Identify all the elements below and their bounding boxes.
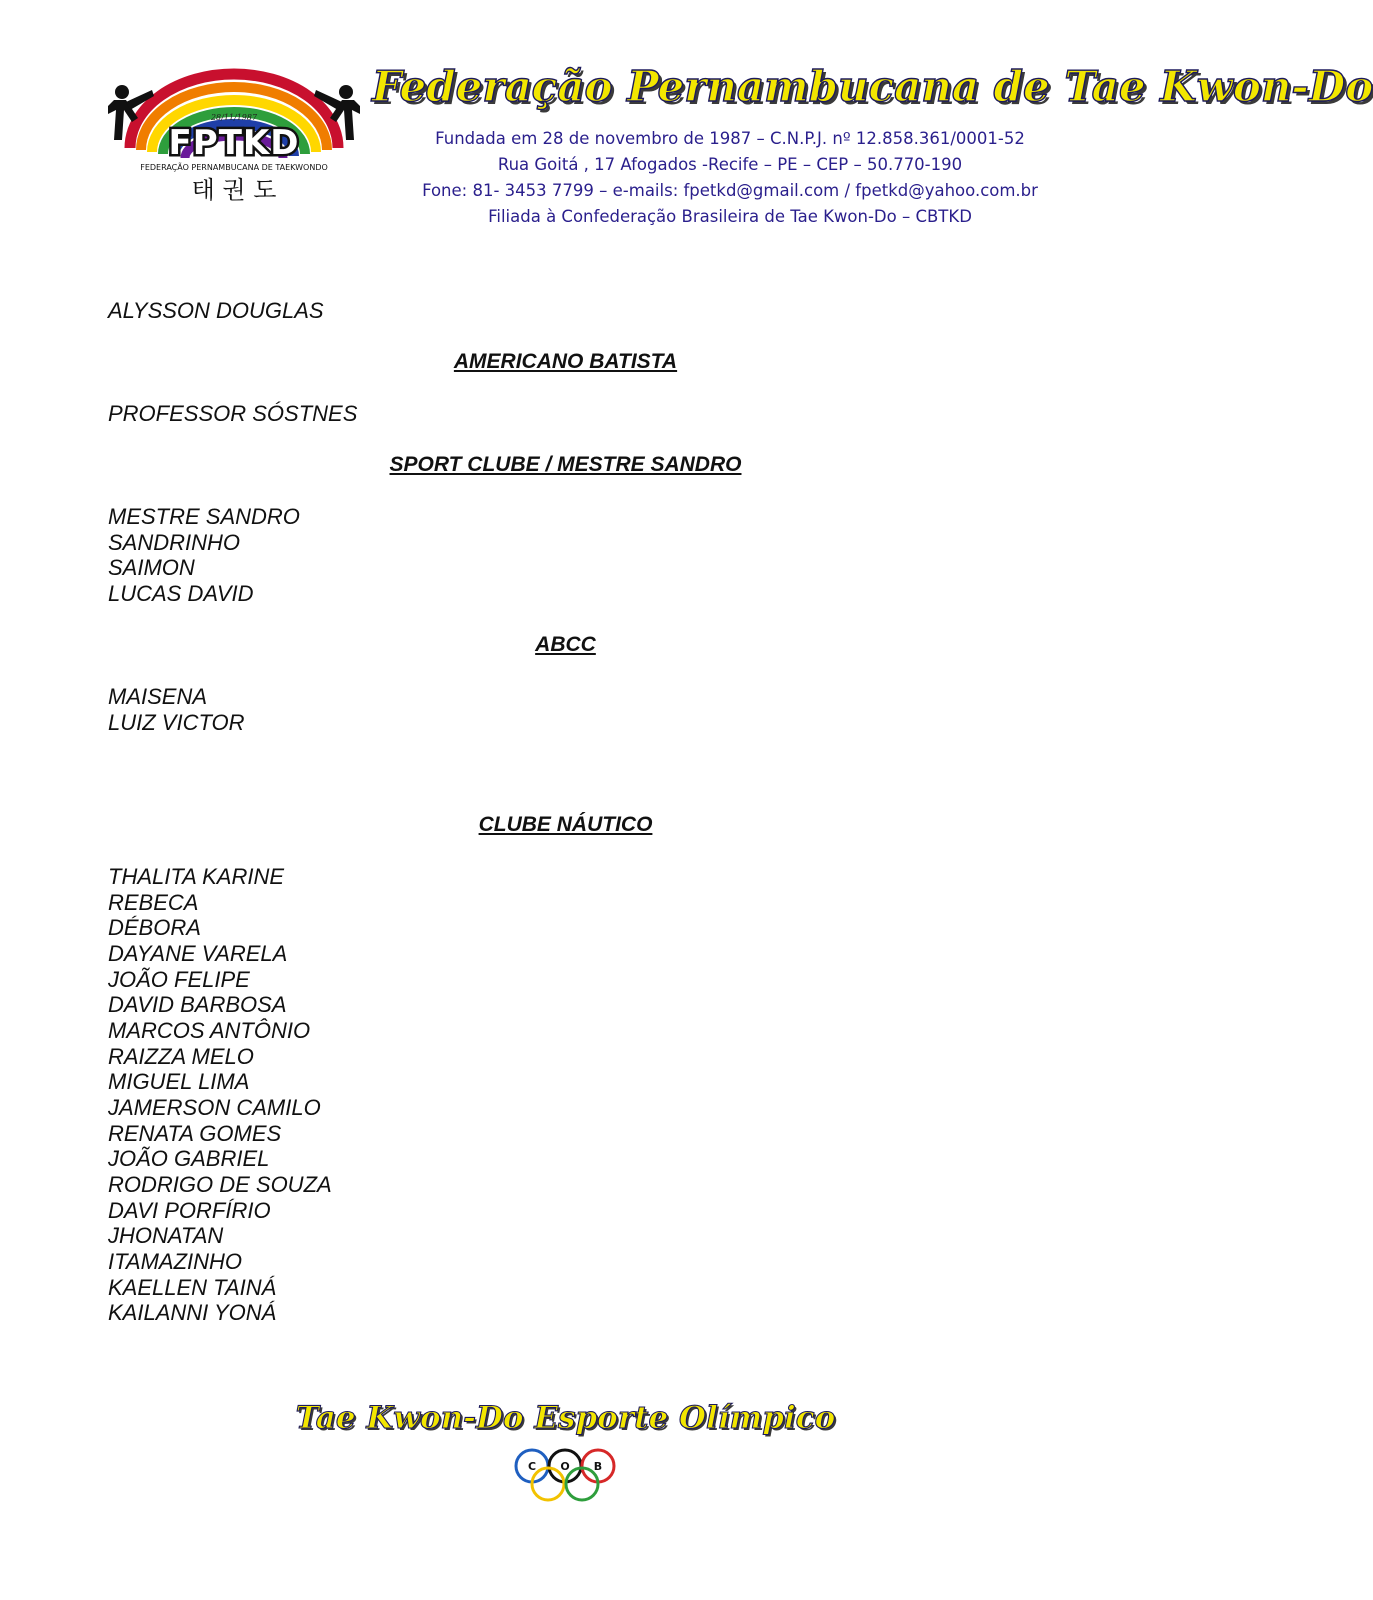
list-item: RODRIGO DE SOUZA xyxy=(108,1172,332,1197)
list-item: JOÃO FELIPE xyxy=(108,967,250,992)
info-line-address: Rua Goitá , 17 Afogados -Recife – PE – CEP – 50.770-190 xyxy=(497,155,963,174)
list-item: JHONATAN xyxy=(108,1223,224,1248)
list-item: SANDRINHO xyxy=(108,530,241,555)
org-title: Federação Pernambucana de Tae Kwon-Do xyxy=(372,62,1373,111)
list-item: ITAMAZINHO xyxy=(108,1249,243,1274)
list-item: THALITA KARINE xyxy=(108,864,285,889)
list-item: REBECA xyxy=(108,890,199,915)
list-item: DÉBORA xyxy=(108,915,201,940)
logo-abbr: FPTKD xyxy=(168,123,300,163)
list-item: KAELLEN TAINÁ xyxy=(108,1275,277,1300)
olympic-rings-icon xyxy=(510,1446,620,1506)
logo-korean: 태 권 도 xyxy=(191,176,277,204)
cob-letter-b: B xyxy=(593,1460,603,1473)
list-item: MESTRE SANDRO xyxy=(108,504,300,529)
logo-date: 28/11/1987 xyxy=(210,113,258,122)
section-heading: SPORT CLUBE / MESTRE SANDRO xyxy=(389,453,742,476)
info-line-contact: Fone: 81- 3453 7799 – e-mails: fpetkd@gmail.com / fpetkd@yahoo.com.br xyxy=(422,181,1038,200)
list-item: DAVID BARBOSA xyxy=(108,992,287,1017)
letterhead xyxy=(0,0,1373,250)
list-item: MAISENA xyxy=(108,684,208,709)
fptkd-logo xyxy=(108,70,360,220)
section-heading: CLUBE NÁUTICO xyxy=(478,813,653,836)
list-item: MIGUEL LIMA xyxy=(108,1069,250,1094)
list-item: RAIZZA MELO xyxy=(108,1044,254,1069)
list-item: SAIMON xyxy=(108,555,195,580)
list-item: PROFESSOR SÓSTNES xyxy=(108,401,358,426)
list-item: DAVI PORFÍRIO xyxy=(108,1198,271,1223)
section-heading: ABCC xyxy=(535,633,596,656)
list-item: LUCAS DAVID xyxy=(108,581,254,606)
cob-letter-o: O xyxy=(560,1460,570,1473)
list-item: RENATA GOMES xyxy=(108,1121,282,1146)
list-item: ALYSSON DOUGLAS xyxy=(108,298,324,323)
info-line-founding: Fundada em 28 de novembro de 1987 – C.N.P.J. nº 12.858.361/0001-52 xyxy=(435,129,1025,148)
cob-letter-c: C xyxy=(527,1460,537,1473)
footer-slogan: Tae Kwon-Do Esporte Olímpico xyxy=(295,1400,836,1436)
list-item: LUIZ VICTOR xyxy=(108,710,245,735)
info-line-affiliation: Filiada à Confederação Brasileira de Tae Kwon-Do – CBTKD xyxy=(488,207,972,226)
logo-subtitle: FEDERAÇÃO PERNAMBUCANA DE TAEKWONDO xyxy=(140,163,328,172)
list-item: JAMERSON CAMILO xyxy=(108,1095,321,1120)
list-item: DAYANE VARELA xyxy=(108,941,288,966)
list-item: JOÃO GABRIEL xyxy=(108,1146,270,1171)
org-info xyxy=(360,126,1100,230)
list-item: MARCOS ANTÔNIO xyxy=(108,1018,311,1043)
section-heading: AMERICANO BATISTA xyxy=(453,350,678,373)
list-item: KAILANNI YONÁ xyxy=(108,1300,277,1325)
